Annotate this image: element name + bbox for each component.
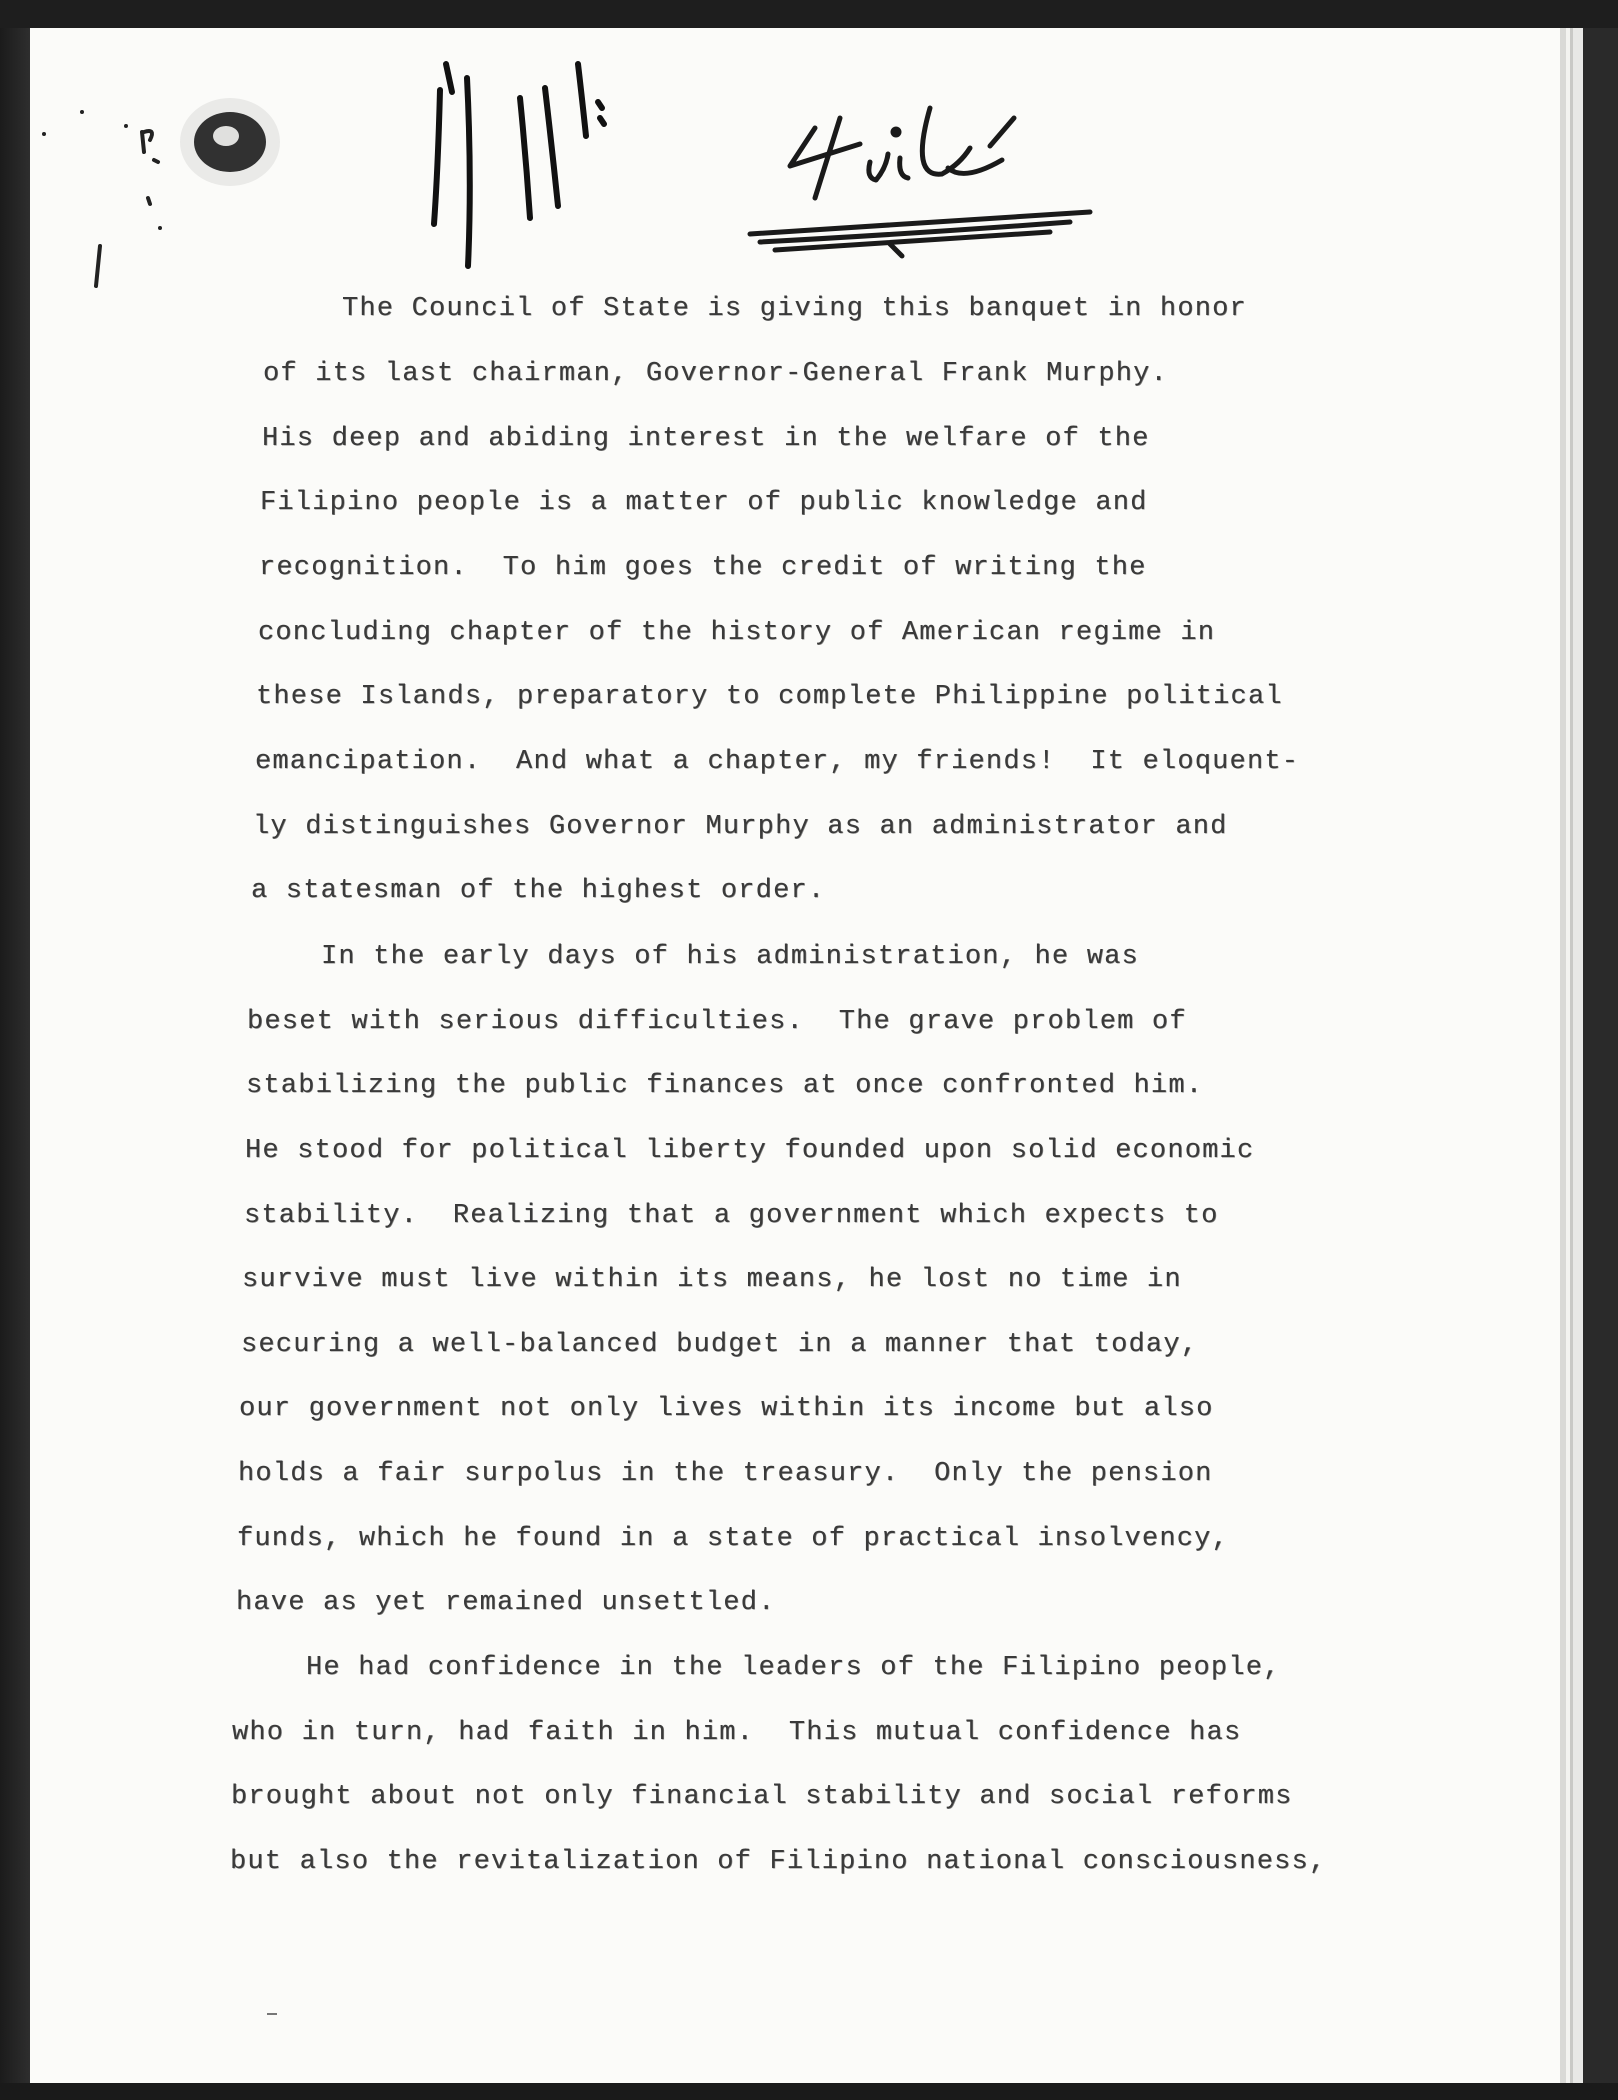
text-line: have as yet remained unsettled. <box>236 1588 776 1618</box>
text-line: ly distinguishes Governor Murphy as an administrator and <box>253 812 1228 842</box>
text-line: recognition. To him goes the credit of writing the <box>259 553 1147 583</box>
text-line: these Islands, preparatory to complete Philippine political <box>256 682 1283 712</box>
text-line: securing a well-balanced budget in a manner that today, <box>241 1330 1199 1360</box>
text-line: but also the revitalization of Filipino national consciousness, <box>230 1847 1327 1877</box>
scan-bottom-edge <box>0 2083 1618 2100</box>
scan-top-edge <box>0 0 1618 28</box>
text-line: His deep and abiding interest in the welfare of the <box>262 424 1150 454</box>
text-line: survive must live within its means, he lost no time in <box>242 1265 1182 1295</box>
underlying-page-edge <box>1573 28 1583 2083</box>
text-line: holds a fair surpolus in the treasury. Only the pension <box>238 1459 1213 1489</box>
text-line: In the early days of his administration, he was <box>321 942 1139 972</box>
text-line: He stood for political liberty founded upon solid economic <box>245 1136 1255 1166</box>
typewritten-body <box>30 28 1560 2083</box>
text-line: who in turn, had faith in him. This mutual confidence has <box>232 1718 1242 1748</box>
text-line: beset with serious difficulties. The grave problem of <box>247 1007 1187 1037</box>
typewritten-page <box>30 28 1560 2083</box>
text-line: brought about not only financial stability and social reforms <box>231 1782 1293 1812</box>
text-line: concluding chapter of the history of American regime in <box>258 618 1216 648</box>
page-mark <box>267 2013 277 2015</box>
text-line: Filipino people is a matter of public knowledge and <box>260 488 1148 518</box>
text-line: of its last chairman, Governor-General Frank Murphy. <box>263 359 1168 389</box>
text-line: stabilizing the public finances at once confronted him. <box>246 1071 1204 1101</box>
text-line: The Council of State is giving this banquet in honor <box>342 294 1247 324</box>
text-line: a statesman of the highest order. <box>251 876 826 906</box>
text-line: emancipation. And what a chapter, my friends! It eloquent- <box>255 747 1300 777</box>
text-line: funds, which he found in a state of practical insolvency, <box>237 1524 1229 1554</box>
text-line: stability. Realizing that a government which expects to <box>244 1201 1219 1231</box>
text-line: our government not only lives within its income but also <box>239 1394 1214 1424</box>
text-line: He had confidence in the leaders of the Filipino people, <box>306 1653 1281 1683</box>
